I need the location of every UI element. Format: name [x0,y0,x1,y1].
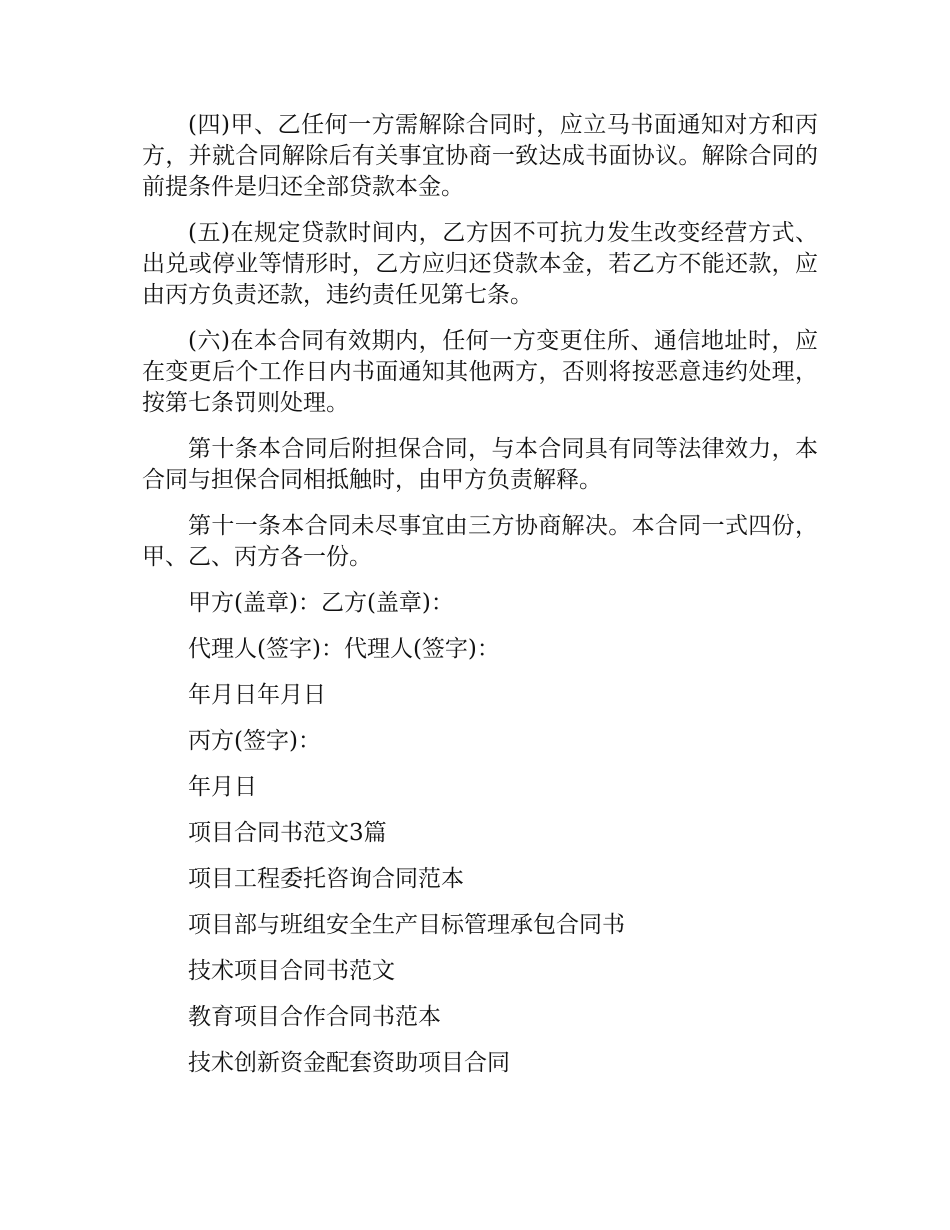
clause-paragraph-6: (六)在本合同有效期内，任何一方变更住所、通信地址时，应在变更后个工作日内书面通知其他两方，否则将按恶意违约处理，按第七条罚则处理。 [142,328,818,416]
signature-party-c: 丙方(签字)： [188,728,321,754]
related-title: 项目合同书范文3篇 [188,820,387,846]
clause-paragraph-4: (四)甲、乙任何一方需解除合同时，应立马书面通知对方和丙方，并就合同解除后有关事宜协商一致达成书面协议。解除合同的前提条件是归还全部贷款本金。 [142,112,818,200]
signature-dates: 年月日年月日 [188,682,326,708]
related-title: 教育项目合作合同书范本 [188,1004,441,1030]
article-10-paragraph: 第十条本合同后附担保合同，与本合同具有同等法律效力，本合同与担保合同相抵触时，由甲方负责解释。 [142,436,818,493]
related-title: 项目工程委托咨询合同范本 [188,866,464,892]
signature-date-c: 年月日 [188,774,257,800]
related-title: 项目部与班组安全生产目标管理承包合同书 [188,912,625,938]
signature-party-a-b: 甲方(盖章)：乙方(盖章)： [188,590,454,616]
article-11-paragraph: 第十一条本合同未尽事宜由三方协商解决。本合同一式四份，甲、乙、丙方各一份。 [142,513,818,570]
related-title: 技术项目合同书范文 [188,958,395,984]
clause-paragraph-5: (五)在规定贷款时间内，乙方因不可抗力发生改变经营方式、出兑或停业等情形时，乙方应归还贷款本金，若乙方不能还款，应由丙方负责还款，违约责任见第七条。 [142,220,818,308]
signature-agents: 代理人(签字)：代理人(签字)： [188,636,500,662]
related-title: 技术创新资金配套资助项目合同 [188,1050,510,1076]
document-body [142,110,818,1094]
